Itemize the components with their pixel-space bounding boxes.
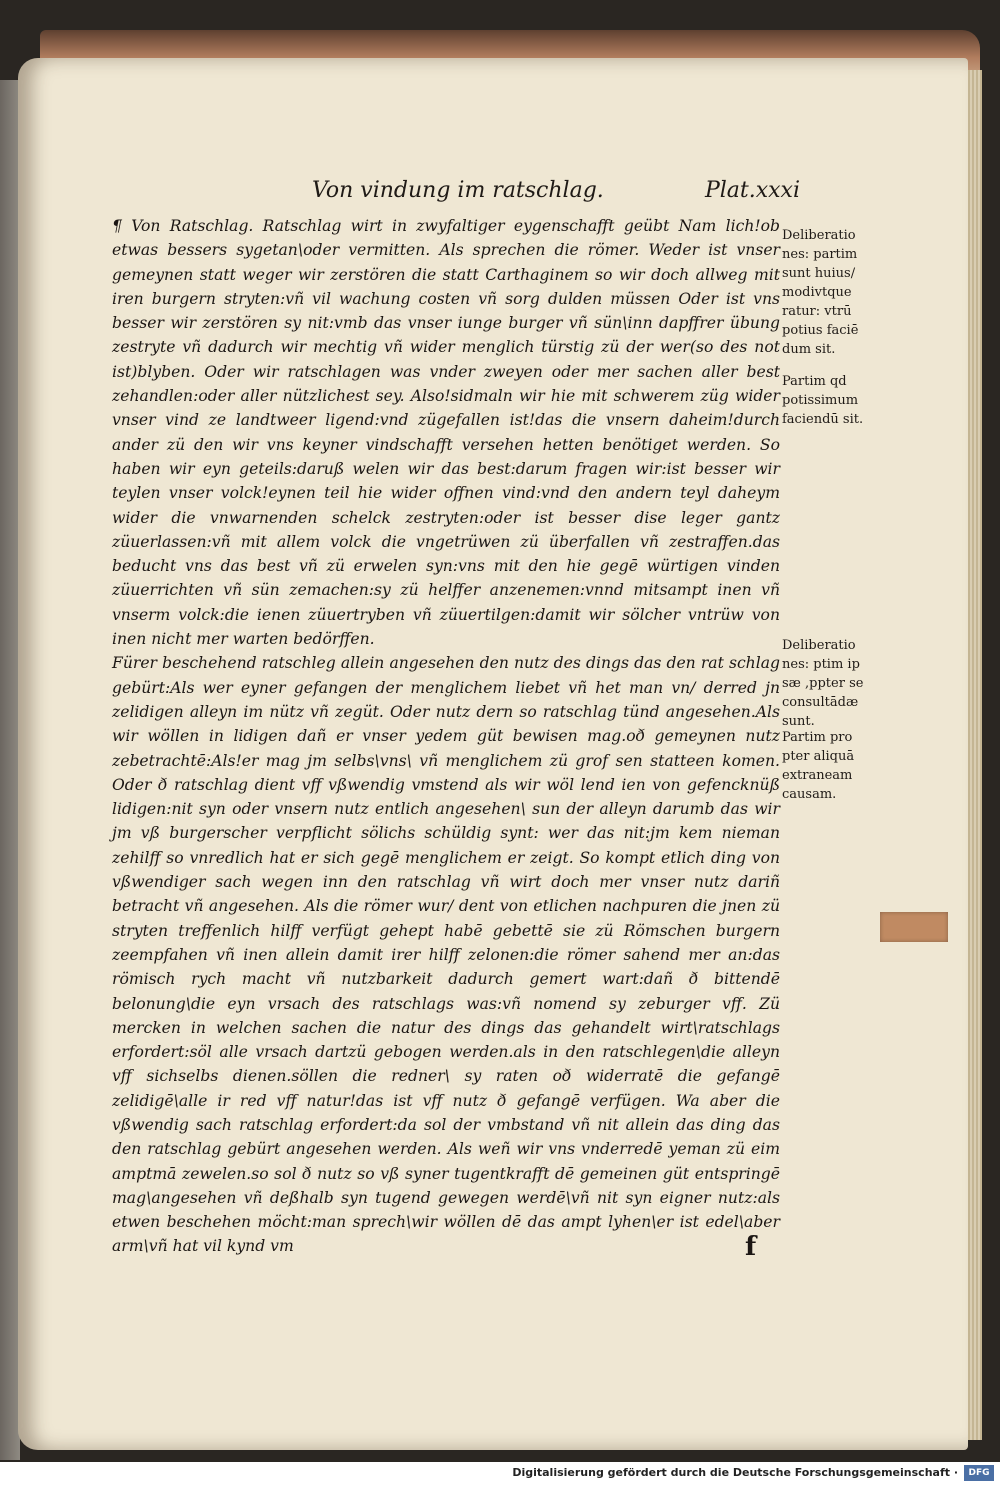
marginal-note-3: Deliberatio nes: ptim ip sæ ,ppter se consultādæ sunt.	[782, 638, 864, 729]
footer-credit: Digitalisierung gefördert durch die Deutsche Forschungsgemeinschaft ·	[512, 1466, 958, 1479]
footer-bar	[0, 1462, 1000, 1486]
main-text-block	[112, 214, 780, 1259]
left-page-edge	[0, 80, 20, 1460]
running-title: Von vindung im ratschlag.	[312, 178, 604, 203]
paragraph-2: Fürer beschehend ratschleg allein angesehen den nutz des dings das den rat schlag gebürt:Als wer eyner gefangen der menglichem liebet vñ het man vn/ derred jn zelidigen alleyn im nütz vñ zegüt. Oder nutz dern so ratschlag tünd angesehen.Als wir wöllen in lidigen dañ er vnser yedem güt bewisen mag.oð gemeynen nutz zebetrachtē:Als!er mag jm selbs\vns\ vñ menglichem zü grof sen statteen komen. Oder ð ratschlag dient vff vßwendig vmstend als wir wöl lend ien von gefencknüß lidigen:nit syn oder vnsern nutz entlich angesehen\ sun der alleyn darumb das wir jm vß burgerscher verpflicht sölichs schüldig synt: wer das nit:jm kem nieman zehilff so vnredlich hat er sich gegē menglichem er zeigt. So kompt etlich ding von vßwendiger sach wegen inn den ratschlag vñ wirt doch mer vnser nutz dariñ betracht vñ angesehen. Als die römer wur/ dent von etlichen nachpuren die jnen zü stryten treffenlich hilff verfügt gehept habē gebettē sie zü Römschen burgern zeempfahen vñ inen allein damit irer hilff zelonen:die römer sahend mer an:das römisch rych macht vñ nutzbarkeit dadurch gemert wart:dañ ð bittendē belonung\die eyn vrsach des ratschlags was:vñ nomend sy zeburger vff. Zü mercken in welchen sachen die natur des dings das gehandelt wirt\ratschlags erfordert:söl alle vrsach dartzü gebogen werden.als in den ratschlegen\die alleyn vff sichselbs dienen.söllen die redner\ sy raten oð widerratē die gefangē zelidigē\alle ir red vff natur!das ist vff nutz ð gefangē verfügen. Wa aber die vßwendig sach ratschlag erfordert:da sol der vmbstand vñ nit allein das ding das den ratschlag gebürt angesehen werden. Als weñ wir vns vnderredē yeman zü eim amptmā zewelen.so sol ð nutz so vß syner tugentkrafft dē gemeinen güt entspringē mag\angesehen vñ deßhalb syn tugend gewegen werdē\vñ nit syn eigner nutz:als etwen beschehen möcht:man sprech\wir wöllen dē das ampt lyhen\er ist edel\aber arm\vñ hat vil kynd vm	[112, 654, 780, 1256]
folio-number: Plat.xxxi	[704, 178, 800, 203]
marginal-note-2: Partim qd potissimum faciendū sit.	[782, 374, 864, 427]
marginal-note-1: Deliberatio nes: partim sunt huius/ modivtque ratur: vtrū potius faciē dum sit.	[782, 228, 859, 357]
paper-slip-marker	[880, 912, 948, 942]
catchword: f	[745, 1232, 757, 1262]
dfg-logo-icon: DFG	[964, 1465, 994, 1481]
marginal-note-4: Partim pro pter aliquā extraneam causam.	[782, 730, 855, 802]
paragraph-1: ¶ Von Ratschlag. Ratschlag wirt in zwyfaltiger eygenschafft geübt Nam lich!ob etwas bessers sygetan\oder vermitten. Als sprechen die römer. Weder ist vnser gemeynen statt weger wir zerstören die statt Carthaginem so wir doch allweg mit iren burgern stryten:vñ vil wachung costen vñ sorg dulden müssen Oder ist vns besser wir zerstören sy nit:vmb das vnser iunge burger vñ sün\inn dapffrer übung zestryte vñ dadurch wir mechtig vñ wider menglich türstig zü der wer(so des not ist)blyben. Oder wir ratschlagen was vnder zweyen oder mer sachen aller best zehandlen:oder aller nützlichest sey. Also!sidmaln wir hie mit schwerem züg wider vnser vind ze landtweer ligend:vnd zügefallen ist!das die vnsern daheim!durch ander zü den wir vns keyner vindschafft versehen hetten benötiget werden. So haben wir eyn geteils:daruß welen wir das best:darum fragen wir:ist besser wir teylen vnser volck!eynen teil hie wider offnen vind:vnd den andern teyl daheym wider die vnwarnenden schelck zestryten:oder ist besser dise leger gantz züuerlassen:vñ mit allem volck die vngetrüwen zü überfallen vñ zestraffen.das beducht vns das best vñ zü erwelen syn:vns mit den hie gegē würtigen vinden züuerrichten vñ sün zemachen:sy zü helffer anzenemen:vnnd mitsampt inen vñ vnserm volck:die ienen züuertryben vñ züuertilgen:damit wir sölcher vntrüw von inen nicht mer warten bedörffen.	[112, 217, 780, 649]
page-header	[300, 178, 800, 214]
